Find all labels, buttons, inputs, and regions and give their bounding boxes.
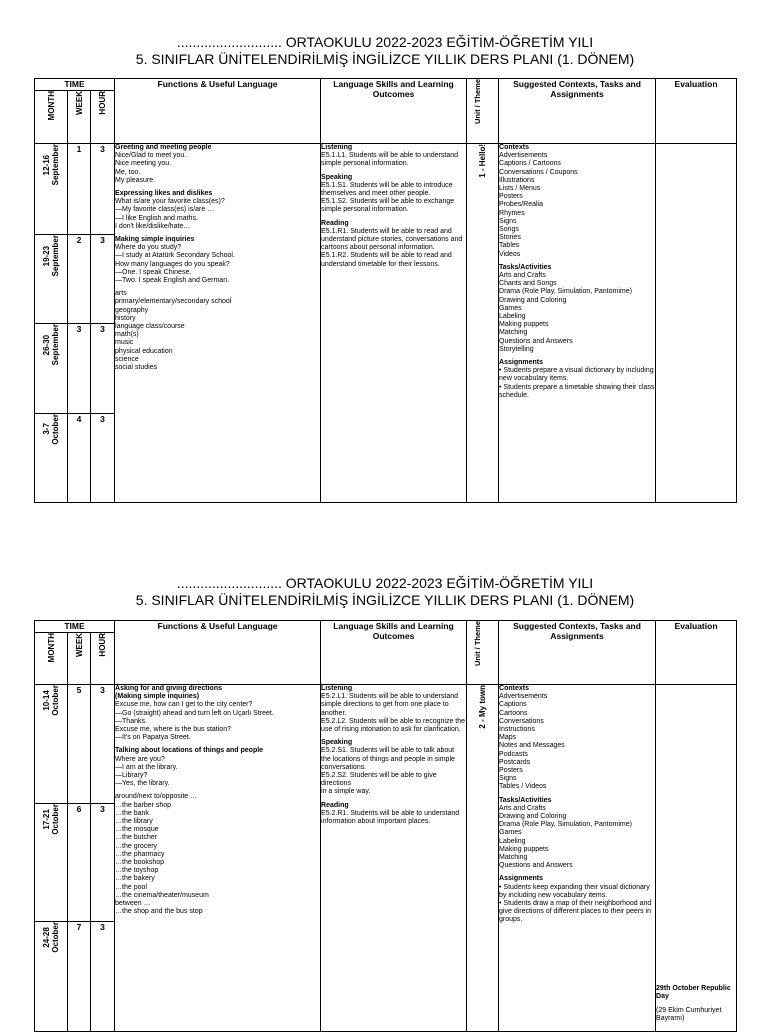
context-text: • Students prepare a visual dictionary by including new vocabulary items. • Students prepare a timetable showing their class schedule.: [499, 367, 655, 399]
context-text: Arts and Crafts Drawing and Coloring Drama (Role Play, Simulation, Pantomime) Games Labeling Making puppets Matching Questions and Answers: [499, 804, 632, 870]
context-text: Advertisements Captions / Cartoons Conversations / Coupons Illustrations Lists / Menus Posters Probes/Realia Rhymes Signs Songs Stories Tables Videos: [499, 152, 578, 258]
month-cell: [35, 235, 68, 324]
vocabulary-list: arts primary/elementary/secondary school geography history language class/course math(s) music physical education science social studies: [115, 290, 232, 372]
contexts-cell: [499, 144, 656, 503]
hour-cell: 3: [91, 685, 115, 804]
month-header-label: MONTH: [46, 91, 56, 121]
skill-heading: Reading: [321, 219, 349, 227]
skills-header: Language Skills and Learning Outcomes: [321, 621, 467, 685]
skill-text: E5.1.L1. Students will be able to understand simple personal information.: [321, 152, 459, 168]
hour-cell: 3: [91, 922, 115, 1032]
plan-section-2: [34, 545, 736, 1024]
contexts-header: Suggested Contexts, Tasks and Assignments: [499, 621, 656, 685]
function-text: Where do you study? —I study at Atatürk Secondary School. How many languages do you speak? —One. I speak Chinese. —Two. I speak English and German.: [115, 244, 235, 285]
function-text: Nice/Glad to meet you. Nice meeting you. Me, too. My pleasure.: [115, 152, 187, 184]
week-cell: 2: [68, 235, 91, 324]
month-header: [35, 91, 68, 144]
skill-heading: Listening: [321, 144, 353, 151]
month-header-label: MONTH: [46, 633, 56, 663]
month-label: 17-21 October: [42, 804, 60, 835]
vocabulary-list: around/next to/opposite … …the barber shop …the bank …the library …the mosque …the butcher …the grocery …the pharmacy …the bookshop …the toyshop …the bakery …the pool …the cinema/theater/museum between … …the shop and the bus stop: [115, 793, 209, 916]
unit-cell: [467, 144, 499, 503]
function-text: Excuse me, how can I get to the city center? —Go (straight) ahead and turn left on Uçarlı Street. —Thanks. Excuse me, where is the bus station? —It's on Papatya Street.: [115, 701, 274, 742]
context-text: Arts and Crafts Chants and Songs Drama (Role Play, Simulation, Pantomime) Drawing and Coloring Games Labeling Making puppets Matching Questions and Answers Storytelling: [499, 272, 632, 353]
context-heading: Contexts: [499, 685, 529, 692]
week-cell: 3: [68, 324, 91, 414]
skill-text: E5.2.S1. Students will be able to talk about the locations of things and people in simple conversations. E5.2.S2. Students will be able to give directions in a simple way.: [321, 747, 455, 796]
doc-title-line1: ........................... ORTAOKULU 2022-2023 EĞİTİM-ÖĞRETİM YILI: [176, 575, 594, 591]
hour-header-label: HOUR: [98, 91, 108, 115]
hour-header: [91, 91, 115, 144]
hour-cell: 3: [91, 235, 115, 324]
week-cell: 7: [68, 922, 91, 1032]
skills-cell: [321, 144, 467, 503]
context-heading: Contexts: [499, 144, 529, 151]
week-header-label: WEEK: [74, 91, 84, 115]
hour-cell: 3: [91, 324, 115, 414]
contexts-header: Suggested Contexts, Tasks and Assignments: [499, 79, 656, 144]
skill-text: E5.1.S1. Students will be able to introduce themselves and meet other people. E5.1.S2. Students will be able to exchange simple personal information.: [321, 181, 455, 214]
unit-label: 1 - Hello!: [478, 144, 488, 178]
functions-header: Functions & Useful Language: [115, 621, 321, 685]
month-label: 26-30 September: [42, 324, 60, 366]
function-heading: Making simple inquiries: [115, 236, 195, 244]
month-label: 10-14 October: [42, 685, 60, 716]
skills-header: Language Skills and Learning Outcomes: [321, 79, 467, 144]
month-cell: [35, 324, 68, 414]
skills-cell: [321, 685, 467, 1032]
context-text: • Students keep expanding their visual dictionary by including new vocabulary items. • Students draw a map of their neighborhood and give directions of different places to their peers in groups.: [499, 883, 652, 924]
skill-heading: Reading: [321, 801, 349, 809]
functions-cell: [115, 144, 321, 503]
month-label: 3-7 October: [42, 414, 60, 445]
plan-table: [34, 78, 737, 503]
week-cell: 5: [68, 685, 91, 804]
week-header-label: WEEK: [74, 633, 84, 657]
functions-header: Functions & Useful Language: [115, 79, 321, 144]
function-text: What is/are your favorite class(es)? —My favorite class(es) is/are … —I like English and maths. I don't like/dislike/hate…: [115, 198, 225, 230]
plan-section-1: [34, 0, 736, 510]
week-cell: 1: [68, 144, 91, 235]
function-heading: Expressing likes and dislikes: [115, 190, 213, 198]
context-heading: Assignments: [499, 359, 543, 367]
function-heading: Asking for and giving directions (Making simple inquiries): [115, 685, 222, 701]
function-text: Where are you? —I am at the library. —Library? —Yes, the library.: [115, 755, 178, 788]
time-header: TIME: [35, 621, 115, 633]
unit-header-label: Unit / Theme: [472, 79, 482, 125]
doc-title-line1: ........................... ORTAOKULU 2022-2023 EĞİTİM-ÖĞRETİM YILI: [176, 34, 594, 50]
evaluation-cell: [656, 144, 737, 503]
evaluation-header: Evaluation: [656, 621, 737, 685]
context-text: Advertisements Captions Cartoons Conversations Instructions Maps Notes and Messages Podcasts Postcards Posters Signs Tables / Videos: [499, 693, 565, 791]
week-header: [68, 91, 91, 144]
month-label: 12-16 September: [42, 144, 60, 186]
hour-cell: 3: [91, 804, 115, 922]
month-cell: [35, 144, 68, 235]
functions-cell: [115, 685, 321, 1032]
month-header: [35, 633, 68, 685]
unit-cell: [467, 685, 499, 1032]
contexts-cell: [499, 685, 656, 1032]
unit-header: [467, 79, 499, 144]
skill-text: E5.1.R1. Students will be able to read and understand picture stories, conversations and cartoons about personal information. E5.1.R2. Students will be able to read and understand timetable for their lessons.: [321, 227, 463, 268]
week-header: [68, 633, 91, 685]
skill-heading: Listening: [321, 685, 353, 692]
unit-label: 2 - My town: [478, 685, 488, 729]
month-cell: [35, 685, 68, 804]
plan-table: [34, 620, 737, 1032]
evaluation-note: (29 Ekim Cumhuriyet Bayramı): [656, 1006, 722, 1022]
skill-text: E5.2.L1. Students will be able to understand simple directions to get from one place to another. E5.2.L2. Students will be able to recognize the use of rising intonation to ask for clarification.: [321, 693, 466, 734]
week-cell: 4: [68, 414, 91, 503]
hour-cell: 3: [91, 414, 115, 503]
week-cell: 6: [68, 804, 91, 922]
function-heading: Talking about locations of things and people: [115, 747, 264, 755]
context-heading: Assignments: [499, 875, 543, 883]
unit-header: [467, 621, 499, 685]
unit-header-label: Unit / Theme: [472, 621, 482, 667]
skill-text: E5.2.R1. Students will be able to understand information about important places.: [321, 809, 460, 826]
context-heading: Tasks/Activities: [499, 796, 552, 804]
doc-title-line2: 5. SINIFLAR ÜNİTELENDİRİLMİŞ İNGİLİZCE YILLIK DERS PLANI (1. DÖNEM): [135, 51, 635, 67]
doc-title-line2: 5. SINIFLAR ÜNİTELENDİRİLMİŞ İNGİLİZCE YILLIK DERS PLANI (1. DÖNEM): [135, 592, 635, 608]
evaluation-cell: [656, 685, 737, 1032]
function-heading: Greeting and meeting people: [115, 144, 212, 151]
hour-cell: 3: [91, 144, 115, 235]
evaluation-highlight: 29th October Republic Day: [656, 985, 731, 1001]
month-label: 24-28 October: [42, 922, 60, 953]
month-cell: [35, 922, 68, 1032]
hour-header-label: HOUR: [98, 633, 108, 657]
month-label: 19-23 September: [42, 235, 60, 277]
context-heading: Tasks/Activities: [499, 263, 552, 271]
skill-heading: Speaking: [321, 173, 353, 181]
hour-header: [91, 633, 115, 685]
month-cell: [35, 414, 68, 503]
evaluation-header: Evaluation: [656, 79, 737, 144]
month-cell: [35, 804, 68, 922]
time-header: TIME: [35, 79, 115, 91]
skill-heading: Speaking: [321, 739, 353, 747]
